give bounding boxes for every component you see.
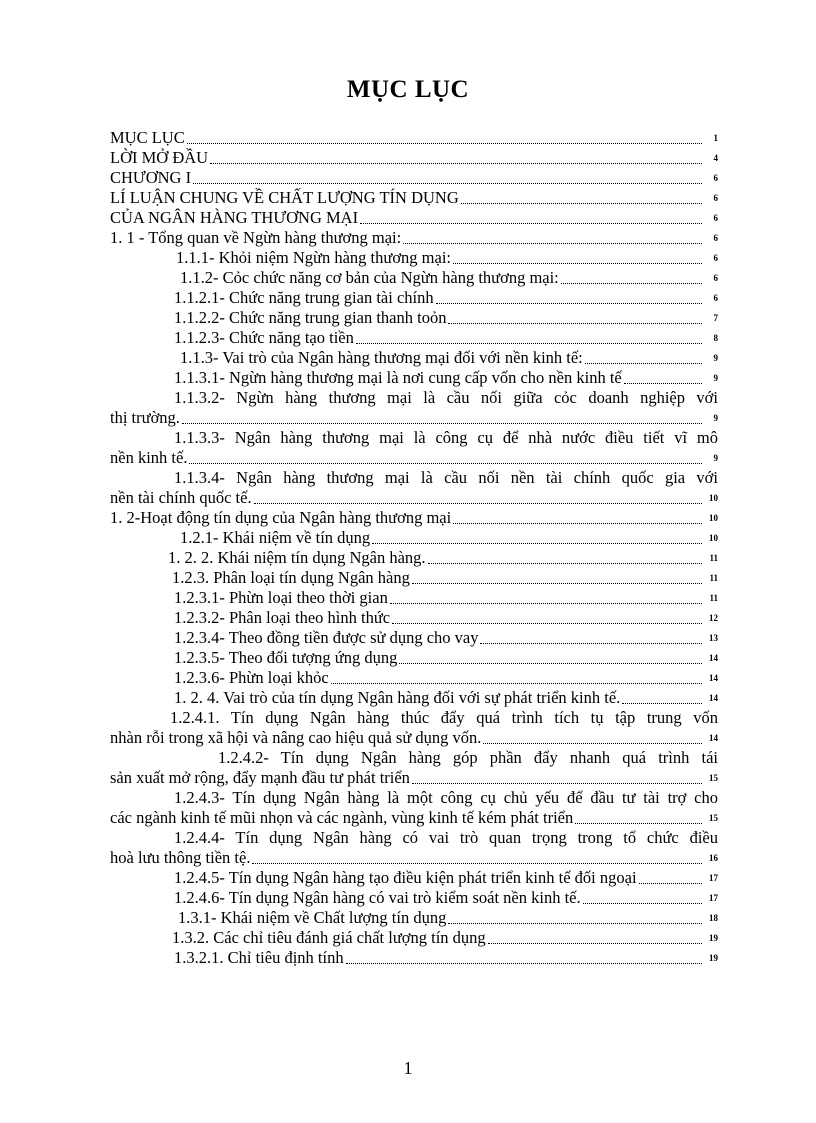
- toc-entry: [110, 908, 718, 928]
- toc-entry: [110, 648, 718, 668]
- toc-entry: [110, 308, 718, 328]
- toc-page-number: 17: [709, 873, 718, 883]
- dot-leader: [252, 863, 702, 864]
- toc-entry-text: 1. 1 - Tổng quan về Ngừn hàng thương mại:: [110, 228, 402, 247]
- toc-page-number: 1: [713, 133, 718, 143]
- toc-entry: [110, 588, 718, 608]
- toc-entry-text: 1.2.4.6- Tín dụng Ngân hàng có vai trò kiểm soát nền kinh tế.: [174, 888, 581, 907]
- toc-entry: [110, 668, 718, 688]
- page-title: MỤC LỤC: [346, 76, 470, 103]
- dot-leader: [399, 663, 702, 664]
- toc-page-number: 15: [709, 813, 718, 823]
- table-of-contents: [110, 128, 718, 968]
- toc-entry: [110, 788, 718, 828]
- toc-entry-text: 1.2.4.5- Tín dụng Ngân hàng tạo điều kiện phát triển kinh tế đối ngoại: [174, 868, 637, 887]
- page-number: 1: [403, 1058, 413, 1078]
- toc-entry-text: 1.1.3.3- Ngân hàng thương mại là công cụ để nhà nước điều tiết vĩ mô: [174, 428, 718, 447]
- dot-leader: [488, 943, 702, 944]
- toc-page-number: 19: [709, 933, 718, 943]
- toc-page-number: 6: [713, 293, 718, 303]
- toc-page-number: 7: [713, 313, 718, 323]
- toc-entry-text: 1.2.3.2- Phân loại theo hình thức: [174, 608, 391, 627]
- toc-entry-text: 1.1.2- Cỏc chức năng cơ bản của Ngừn hàng thương mại:: [180, 268, 559, 287]
- toc-entry: [110, 388, 718, 428]
- toc-page-number: 16: [709, 853, 718, 863]
- dot-leader: [436, 303, 702, 304]
- toc-entry: [110, 168, 718, 188]
- toc-entry: [110, 128, 718, 148]
- toc-entry: [110, 548, 718, 568]
- toc-page-number: 19: [709, 953, 718, 963]
- toc-page-number: 10: [709, 533, 718, 543]
- toc-entry-text: 1.1.3- Vai trò của Ngân hàng thương mại đối với nền kinh tế:: [180, 348, 583, 367]
- dot-leader: [448, 923, 702, 924]
- toc-entry: [110, 268, 718, 288]
- toc-entry: [110, 828, 718, 868]
- dot-leader: [412, 783, 702, 784]
- toc-entry-text: 1.2.4.4- Tín dụng Ngân hàng có vai trò quan trọng trong tổ chức điều: [174, 828, 718, 847]
- toc-entry-text: 1.2.4.1. Tín dụng Ngân hàng thúc đẩy quá trình tích tụ tập trung vốn: [170, 708, 718, 727]
- toc-page-number: 17: [709, 893, 718, 903]
- toc-entry-text: CHƯƠNG I: [110, 168, 192, 187]
- toc-entry-text: 1.2.4.3- Tín dụng Ngân hàng là một công cụ chủ yếu để đầu tư tài trợ cho: [174, 788, 718, 807]
- toc-entry: [110, 608, 718, 628]
- toc-page-number: 6: [713, 173, 718, 183]
- toc-page-number: 10: [709, 513, 718, 523]
- toc-entry-text: LÍ LUẬN CHUNG VỀ CHẤT LƯỢNG TÍN DỤNG: [110, 188, 459, 207]
- toc-page-number: 10: [709, 493, 718, 503]
- dot-leader: [585, 363, 702, 364]
- dot-leader: [254, 503, 702, 504]
- toc-entry-text: 1.1.2.1- Chức năng trung gian tài chính: [174, 288, 434, 307]
- toc-entry-text-continued: thị trường.: [110, 408, 180, 427]
- dot-leader: [461, 203, 702, 204]
- dot-leader: [575, 823, 702, 824]
- toc-entry-text: 1.1.2.2- Chức năng trung gian thanh toỏn: [174, 308, 447, 327]
- toc-entry-text: 1.2.3.6- Phừn loại khỏc: [174, 668, 329, 687]
- toc-entry: [110, 148, 718, 168]
- dot-leader: [346, 963, 702, 964]
- toc-entry-text: 1.1.3.2- Ngừn hàng thương mại là cầu nối giữa cỏc doanh nghiệp với: [174, 388, 718, 407]
- toc-entry-text: 1. 2. 2. Khái niệm tín dụng Ngân hàng.: [168, 548, 426, 567]
- toc-entry: [110, 748, 718, 788]
- toc-entry-text-continued: nền kinh tế.: [110, 448, 188, 467]
- toc-entry-text: 1.1.3.1- Ngừn hàng thương mại là nơi cung cấp vốn cho nền kinh tế: [174, 368, 622, 387]
- toc-entry-text: 1.1.2.3- Chức năng tạo tiền: [174, 328, 354, 347]
- dot-leader: [639, 883, 702, 884]
- toc-entry: [110, 328, 718, 348]
- dot-leader: [480, 643, 702, 644]
- dot-leader: [392, 623, 702, 624]
- dot-leader: [372, 543, 702, 544]
- toc-entry: [110, 948, 718, 968]
- toc-entry-text: 1.2.3.4- Theo đồng tiền được sử dụng cho vay: [174, 628, 479, 647]
- toc-entry-text-continued: nền tài chính quốc tế.: [110, 488, 252, 507]
- toc-page-number: 14: [709, 653, 718, 663]
- toc-page-number: 14: [709, 733, 718, 743]
- toc-entry: [110, 708, 718, 748]
- toc-entry: [110, 248, 718, 268]
- toc-entry: [110, 528, 718, 548]
- dot-leader: [583, 903, 702, 904]
- toc-page-number: 14: [709, 673, 718, 683]
- toc-entry: [110, 888, 718, 908]
- toc-entry-text-continued: hoà lưu thông tiền tệ.: [110, 848, 251, 867]
- toc-entry-text-continued: sản xuất mở rộng, đẩy mạnh đầu tư phát triển: [110, 768, 410, 787]
- dot-leader: [453, 263, 702, 264]
- toc-page-number: 4: [713, 153, 718, 163]
- toc-entry: [110, 208, 718, 228]
- dot-leader: [622, 703, 702, 704]
- toc-entry: [110, 188, 718, 208]
- toc-entry: [110, 628, 718, 648]
- toc-page-number: 15: [709, 773, 718, 783]
- toc-page-number: 9: [713, 353, 718, 363]
- toc-entry-text: 1.2.3. Phân loại tín dụng Ngân hàng: [172, 568, 410, 587]
- toc-entry: [110, 508, 718, 528]
- dot-leader: [189, 463, 702, 464]
- toc-page-number: 18: [709, 913, 718, 923]
- toc-page-number: 9: [713, 413, 718, 423]
- toc-entry-text: 1. 2. 4. Vai trò của tín dụng Ngân hàng đối với sự phát triển kinh tế.: [174, 688, 621, 707]
- toc-entry: [110, 688, 718, 708]
- toc-entry: [110, 368, 718, 388]
- dot-leader: [187, 143, 702, 144]
- toc-page-number: 6: [713, 253, 718, 263]
- dot-leader: [331, 683, 702, 684]
- toc-page-number: 8: [713, 333, 718, 343]
- toc-entry: [110, 928, 718, 948]
- dot-leader: [624, 383, 702, 384]
- toc-page-number: 6: [713, 213, 718, 223]
- toc-entry-text: 1.3.2.1. Chỉ tiêu định tính: [174, 948, 344, 967]
- toc-page-number: 11: [709, 593, 718, 603]
- toc-entry-text: 1.3.2. Các chỉ tiêu đánh giá chất lượng tín dụng: [172, 928, 486, 947]
- toc-entry: [110, 468, 718, 508]
- dot-leader: [193, 183, 702, 184]
- toc-page-number: 11: [709, 553, 718, 563]
- toc-entry-text-continued: nhàn rỗi trong xã hội và nâng cao hiệu quả sử dụng vốn.: [110, 728, 482, 747]
- toc-page-number: 9: [713, 373, 718, 383]
- toc-page-number: 6: [713, 233, 718, 243]
- dot-leader: [412, 583, 702, 584]
- dot-leader: [210, 163, 702, 164]
- dot-leader: [483, 743, 702, 744]
- toc-entry: [110, 348, 718, 368]
- toc-page-number: 14: [709, 693, 718, 703]
- toc-entry-text: 1.2.3.1- Phừn loại theo thời gian: [174, 588, 388, 607]
- toc-entry-text: CỦA NGÂN HÀNG THƯƠNG MẠI: [110, 208, 359, 227]
- toc-entry: [110, 568, 718, 588]
- toc-entry-text: 1.2.4.2- Tín dụng Ngân hàng góp phần đẩy nhanh quá trình tái: [218, 748, 718, 767]
- toc-entry: [110, 868, 718, 888]
- toc-entry: [110, 228, 718, 248]
- dot-leader: [448, 323, 702, 324]
- toc-entry-text: LỜI MỞ ĐẦU: [110, 148, 209, 167]
- toc-page-number: 6: [713, 273, 718, 283]
- toc-entry-text: 1.2.1- Khái niệm về tín dụng: [180, 528, 371, 547]
- dot-leader: [360, 223, 702, 224]
- dot-leader: [356, 343, 702, 344]
- toc-page-number: 12: [709, 613, 718, 623]
- toc-entry: [110, 288, 718, 308]
- toc-entry-text: MỤC LỤC: [110, 128, 185, 147]
- toc-page-number: 11: [709, 573, 718, 583]
- dot-leader: [561, 283, 702, 284]
- toc-entry-text: 1.1.1- Khỏi niệm Ngừn hàng thương mại:: [176, 248, 451, 267]
- toc-entry-text: 1.1.3.4- Ngân hàng thương mại là cầu nối nền tài chính quốc gia với: [174, 468, 718, 487]
- toc-entry-text-continued: các ngành kinh tế mũi nhọn và các ngành, vùng kinh tế kém phát triển: [110, 808, 574, 827]
- dot-leader: [428, 563, 702, 564]
- toc-page-number: 9: [713, 453, 718, 463]
- dot-leader: [403, 243, 702, 244]
- dot-leader: [390, 603, 702, 604]
- toc-page-number: 6: [713, 193, 718, 203]
- toc-entry-text: 1.2.3.5- Theo đối tượng ứng dụng: [174, 648, 398, 667]
- dot-leader: [182, 423, 702, 424]
- toc-entry: [110, 428, 718, 468]
- dot-leader: [453, 523, 702, 524]
- toc-page-number: 13: [709, 633, 718, 643]
- toc-entry-text: 1.3.1- Khái niệm về Chất lượng tín dụng: [178, 908, 447, 927]
- toc-entry-text: 1. 2-Hoạt động tín dụng của Ngân hàng thương mại: [110, 508, 452, 527]
